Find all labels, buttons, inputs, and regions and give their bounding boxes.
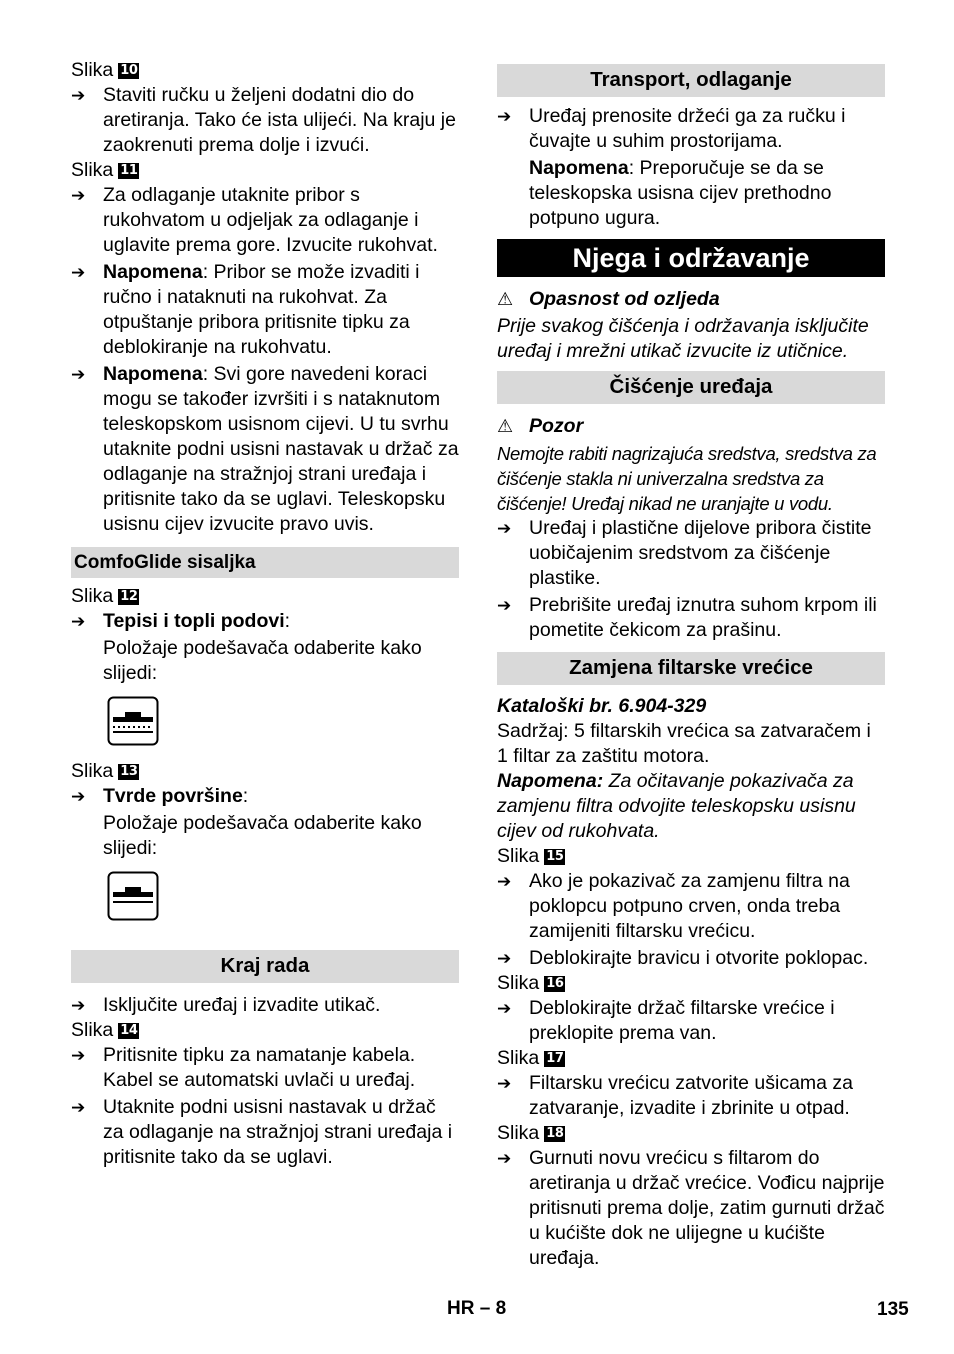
figure-label: Slika bbox=[71, 760, 114, 782]
step-text: Deblokirajte bravicu i otvorite poklopac. bbox=[529, 947, 869, 969]
caution-title: Pozor bbox=[529, 415, 584, 437]
step bbox=[71, 1095, 459, 1170]
arrow-icon: ➔ bbox=[497, 1074, 512, 1093]
note bbox=[497, 769, 885, 844]
step-text bbox=[103, 260, 459, 360]
sub-text: Položaje podešavača odaberite kako slijedi: bbox=[103, 812, 422, 859]
step bbox=[497, 946, 885, 971]
figure-number: 10 bbox=[120, 62, 138, 78]
colon: : bbox=[284, 610, 291, 632]
step-text: Utaknite podni usisni nastavak u držač za odlaganje na stražnjoj strani uređaja i pritisnite tako da se uglavi. bbox=[103, 1096, 453, 1168]
arrow-icon: ➔ bbox=[497, 872, 512, 891]
arrow-icon: ➔ bbox=[71, 787, 86, 806]
figure-label: Slika bbox=[71, 159, 114, 181]
figure-ref-11 bbox=[71, 158, 459, 183]
figure-number: 17 bbox=[546, 1050, 564, 1066]
figure-number: 12 bbox=[120, 588, 138, 604]
step-text: Filtarsku vrećicu zatvorite ušicama za zatvaranje, izvadite i zbrinite u otpad. bbox=[529, 1072, 854, 1119]
figure-ref-18 bbox=[497, 1121, 885, 1146]
step bbox=[71, 993, 459, 1018]
step bbox=[497, 869, 885, 944]
note-label: Napomena bbox=[103, 261, 203, 283]
step bbox=[71, 362, 459, 537]
section-heading-ciscenje: Čišćenje uređaja bbox=[497, 371, 885, 404]
step-text: Prebrišite uređaj iznutra suhom krpom ili pometite čekicom za prašinu. bbox=[529, 594, 877, 641]
figure-number: 11 bbox=[120, 162, 138, 178]
danger-text: Prije svakog čišćenja i održavanja isključite uređaj i mrežni utikač izvucite iz utičnice. bbox=[497, 315, 869, 362]
arrow-icon: ➔ bbox=[71, 612, 86, 631]
arrow-icon: ➔ bbox=[71, 1098, 86, 1117]
arrow-icon: ➔ bbox=[497, 999, 512, 1018]
chapter-heading-njega: Njega i održavanje bbox=[497, 239, 885, 277]
arrow-icon: ➔ bbox=[71, 186, 86, 205]
sub-text: Položaje podešavača odaberite kako slijedi: bbox=[103, 637, 422, 684]
figure-ref-13 bbox=[71, 759, 459, 784]
caution-text: Nemojte rabiti nagrizajuća sredstva, sredstva za čišćenje stakla ni univerzalna sredstva za čišćenje! Uređaj nikad ne uranjajte u vodu. bbox=[497, 443, 877, 514]
figure-number: 13 bbox=[120, 763, 138, 779]
note-text: : Pribor se može izvaditi i ručno i nataknuti na rukohvat. Za otpuštanje pribora pritisnite tipku za deblokiranje na rukohvatu. bbox=[103, 261, 420, 358]
arrow-icon: ➔ bbox=[497, 107, 512, 126]
step bbox=[497, 1071, 885, 1121]
note-label: Napomena bbox=[103, 363, 203, 385]
figure-number: 15 bbox=[546, 848, 564, 864]
note-label: Napomena bbox=[529, 157, 629, 179]
figure-label: Slika bbox=[497, 1122, 540, 1144]
step-text: Staviti ručku u željeni dodatni dio do aretiranja. Tako će ista ulijeći. Na kraju je zaokrenuti prema dolje i izvući. bbox=[103, 84, 456, 156]
step-text bbox=[103, 784, 459, 809]
step-text: Pritisnite tipku za namatanje kabela. Kabel se automatski uvlači u uređaj. bbox=[103, 1044, 416, 1091]
catalog-number: Kataloški br. 6.904-329 bbox=[497, 695, 707, 717]
figure-ref-16 bbox=[497, 971, 885, 996]
arrow-icon: ➔ bbox=[497, 949, 512, 968]
step bbox=[71, 260, 459, 360]
note-text: : Svi gore navedeni koraci mogu se također izvršiti i s nataknutom teleskopskom usisnom cijevi. U tu svrhu utaknite podni usisni nastavak u držač za odlaganje na stražnjoj strani uređaja i pritisnite tako da se uglavi. Teleskopsku usisnu cijev izvucite pravo uvis. bbox=[103, 363, 459, 535]
step-text: Uređaj i plastične dijelove pribora čistite uobičajenim sredstvom za čišćenje plastike. bbox=[529, 517, 872, 589]
left-column bbox=[71, 58, 459, 1170]
step bbox=[497, 516, 885, 591]
arrow-icon: ➔ bbox=[497, 1149, 512, 1168]
step-text: Gurnuti novu vrećicu s filtarom do aretiranja u držač vrećice. Vođicu najprije pritisnuti prema dolje, zatim gurnuti držač u kućište dok ne ulijegne u kućište uređaja. bbox=[529, 1147, 885, 1269]
step bbox=[71, 1043, 459, 1093]
page-number: 135 bbox=[877, 1299, 909, 1320]
step-text: Deblokirajte držač filtarske vrećice i preklopite prema van. bbox=[529, 997, 835, 1044]
colon: : bbox=[242, 785, 249, 807]
step-text: Isključite uređaj i izvadite utikač. bbox=[103, 994, 381, 1016]
danger-heading bbox=[497, 287, 885, 312]
step-bold: Tepisi i topli podovi bbox=[103, 610, 285, 632]
note-text: : Preporučuje se da se teleskopska usisna cijev prethodno potpuno ugura. bbox=[529, 157, 832, 229]
note-label: Napomena: bbox=[497, 770, 604, 792]
step bbox=[497, 996, 885, 1046]
step bbox=[71, 784, 459, 809]
step-bold: Tvrde površine bbox=[103, 785, 243, 807]
step bbox=[71, 183, 459, 258]
footer-language-page: HR – 8 bbox=[447, 1298, 507, 1319]
figure-ref-14 bbox=[71, 1018, 459, 1043]
figure-label: Slika bbox=[497, 972, 540, 994]
figure-label: Slika bbox=[71, 585, 114, 607]
danger-title: Opasnost od ozljeda bbox=[529, 288, 720, 310]
figure-number: 16 bbox=[546, 975, 564, 991]
step bbox=[71, 83, 459, 158]
hard-floor-setting-icon bbox=[107, 871, 159, 921]
section-heading-kraj-rada: Kraj rada bbox=[71, 950, 459, 983]
arrow-icon: ➔ bbox=[71, 365, 86, 384]
figure-ref-15 bbox=[497, 844, 885, 869]
step-text bbox=[103, 609, 459, 634]
figure-number: 14 bbox=[120, 1022, 138, 1038]
step-text: Za odlaganje utaknite pribor s rukohvatom u odjeljak za odlaganje i uglavite prema gore. Izvucite rukohvat. bbox=[103, 184, 438, 256]
figure-number: 18 bbox=[546, 1125, 564, 1141]
step bbox=[497, 593, 885, 643]
figure-label: Slika bbox=[497, 845, 540, 867]
right-column bbox=[497, 64, 885, 1271]
note bbox=[497, 156, 885, 231]
section-heading-transport: Transport, odlaganje bbox=[497, 64, 885, 97]
carpet-setting-icon bbox=[107, 696, 159, 746]
warning-icon: ⚠ bbox=[497, 289, 514, 309]
section-heading-comfoglide: ComfoGlide sisaljka bbox=[71, 547, 459, 578]
figure-label: Slika bbox=[497, 1047, 540, 1069]
caution-heading bbox=[497, 414, 885, 439]
note-text: Za očitavanje pokazivača za zamjenu filtra odvojite teleskopsku usisnu cijev od rukohvata. bbox=[497, 770, 856, 842]
contents-text: Sadržaj: 5 filtarskih vrećica sa zatvaračem i 1 filtar za zaštitu motora. bbox=[497, 720, 871, 767]
figure-ref-17 bbox=[497, 1046, 885, 1071]
step-text: Ako je pokazivač za zamjenu filtra na poklopcu potpuno crven, onda treba zamijeniti filtarsku vrećicu. bbox=[529, 870, 850, 942]
arrow-icon: ➔ bbox=[71, 263, 86, 282]
figure-label: Slika bbox=[71, 1019, 114, 1041]
figure-ref-10 bbox=[71, 58, 459, 83]
warning-icon: ⚠ bbox=[497, 416, 514, 436]
step bbox=[71, 609, 459, 634]
arrow-icon: ➔ bbox=[497, 596, 512, 615]
figure-label: Slika bbox=[71, 59, 114, 81]
arrow-icon: ➔ bbox=[71, 1046, 86, 1065]
arrow-icon: ➔ bbox=[71, 86, 86, 105]
step-text: Uređaj prenosite držeći ga za ručku i čuvajte u suhim prostorijama. bbox=[529, 105, 846, 152]
step bbox=[497, 1146, 885, 1271]
arrow-icon: ➔ bbox=[497, 519, 512, 538]
figure-ref-12 bbox=[71, 584, 459, 609]
arrow-icon: ➔ bbox=[71, 996, 86, 1015]
step-text bbox=[103, 362, 459, 537]
section-heading-zamjena: Zamjena filtarske vrećice bbox=[497, 652, 885, 685]
step bbox=[497, 104, 885, 154]
